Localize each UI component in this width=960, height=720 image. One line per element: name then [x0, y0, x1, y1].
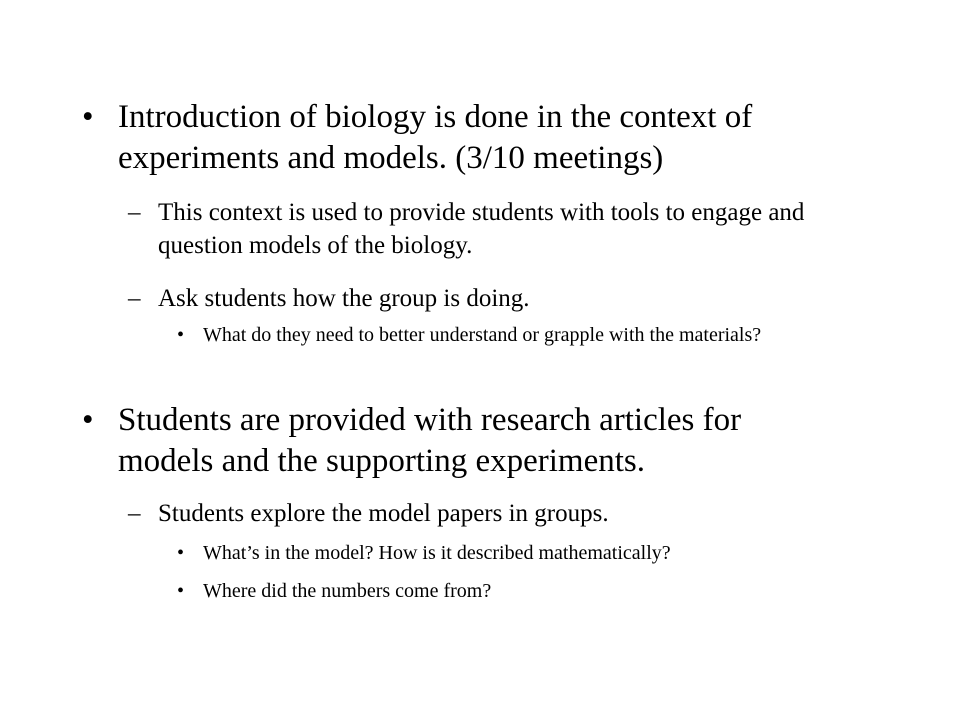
bullet-text: Introduction of biology is done in the context of experiments and models. (3/10 meetings): [118, 99, 753, 176]
sub-sub-bullet-2-1-1: [177, 540, 842, 567]
sub-bullet-text: Ask students how the group is doing.: [158, 285, 530, 312]
sub-sub-bullet-text: Where did the numbers come from?: [203, 580, 492, 602]
sub-sub-bullet-2-1-2: [177, 578, 842, 605]
sub-bullet-1-1: [128, 196, 844, 262]
bullet-marker: •: [177, 580, 185, 602]
dash-marker: –: [128, 500, 141, 527]
dash-marker: –: [128, 285, 141, 312]
sub-sub-bullet-1-2-1: [177, 322, 842, 349]
sub-sub-bullet-text: What’s in the model? How is it described mathematically?: [203, 542, 671, 564]
bullet-2: [82, 400, 842, 482]
sub-bullet-1-2: [128, 282, 844, 315]
bullet-text: Students are provided with research articles for models and the supporting experiments.: [118, 402, 742, 479]
bullet-1: [82, 97, 842, 179]
bullet-marker: •: [177, 324, 185, 346]
sub-bullet-text: This context is used to provide students with tools to engage and question models of the biology.: [158, 199, 805, 259]
dash-marker: –: [128, 199, 141, 226]
sub-sub-bullet-text: What do they need to better understand or grapple with the materials?: [203, 324, 762, 346]
bullet-marker: •: [82, 402, 94, 438]
sub-bullet-text: Students explore the model papers in groups.: [158, 500, 609, 527]
sub-bullet-2-1: [128, 497, 844, 530]
bullet-marker: •: [177, 542, 185, 564]
bullet-marker: •: [82, 99, 94, 135]
